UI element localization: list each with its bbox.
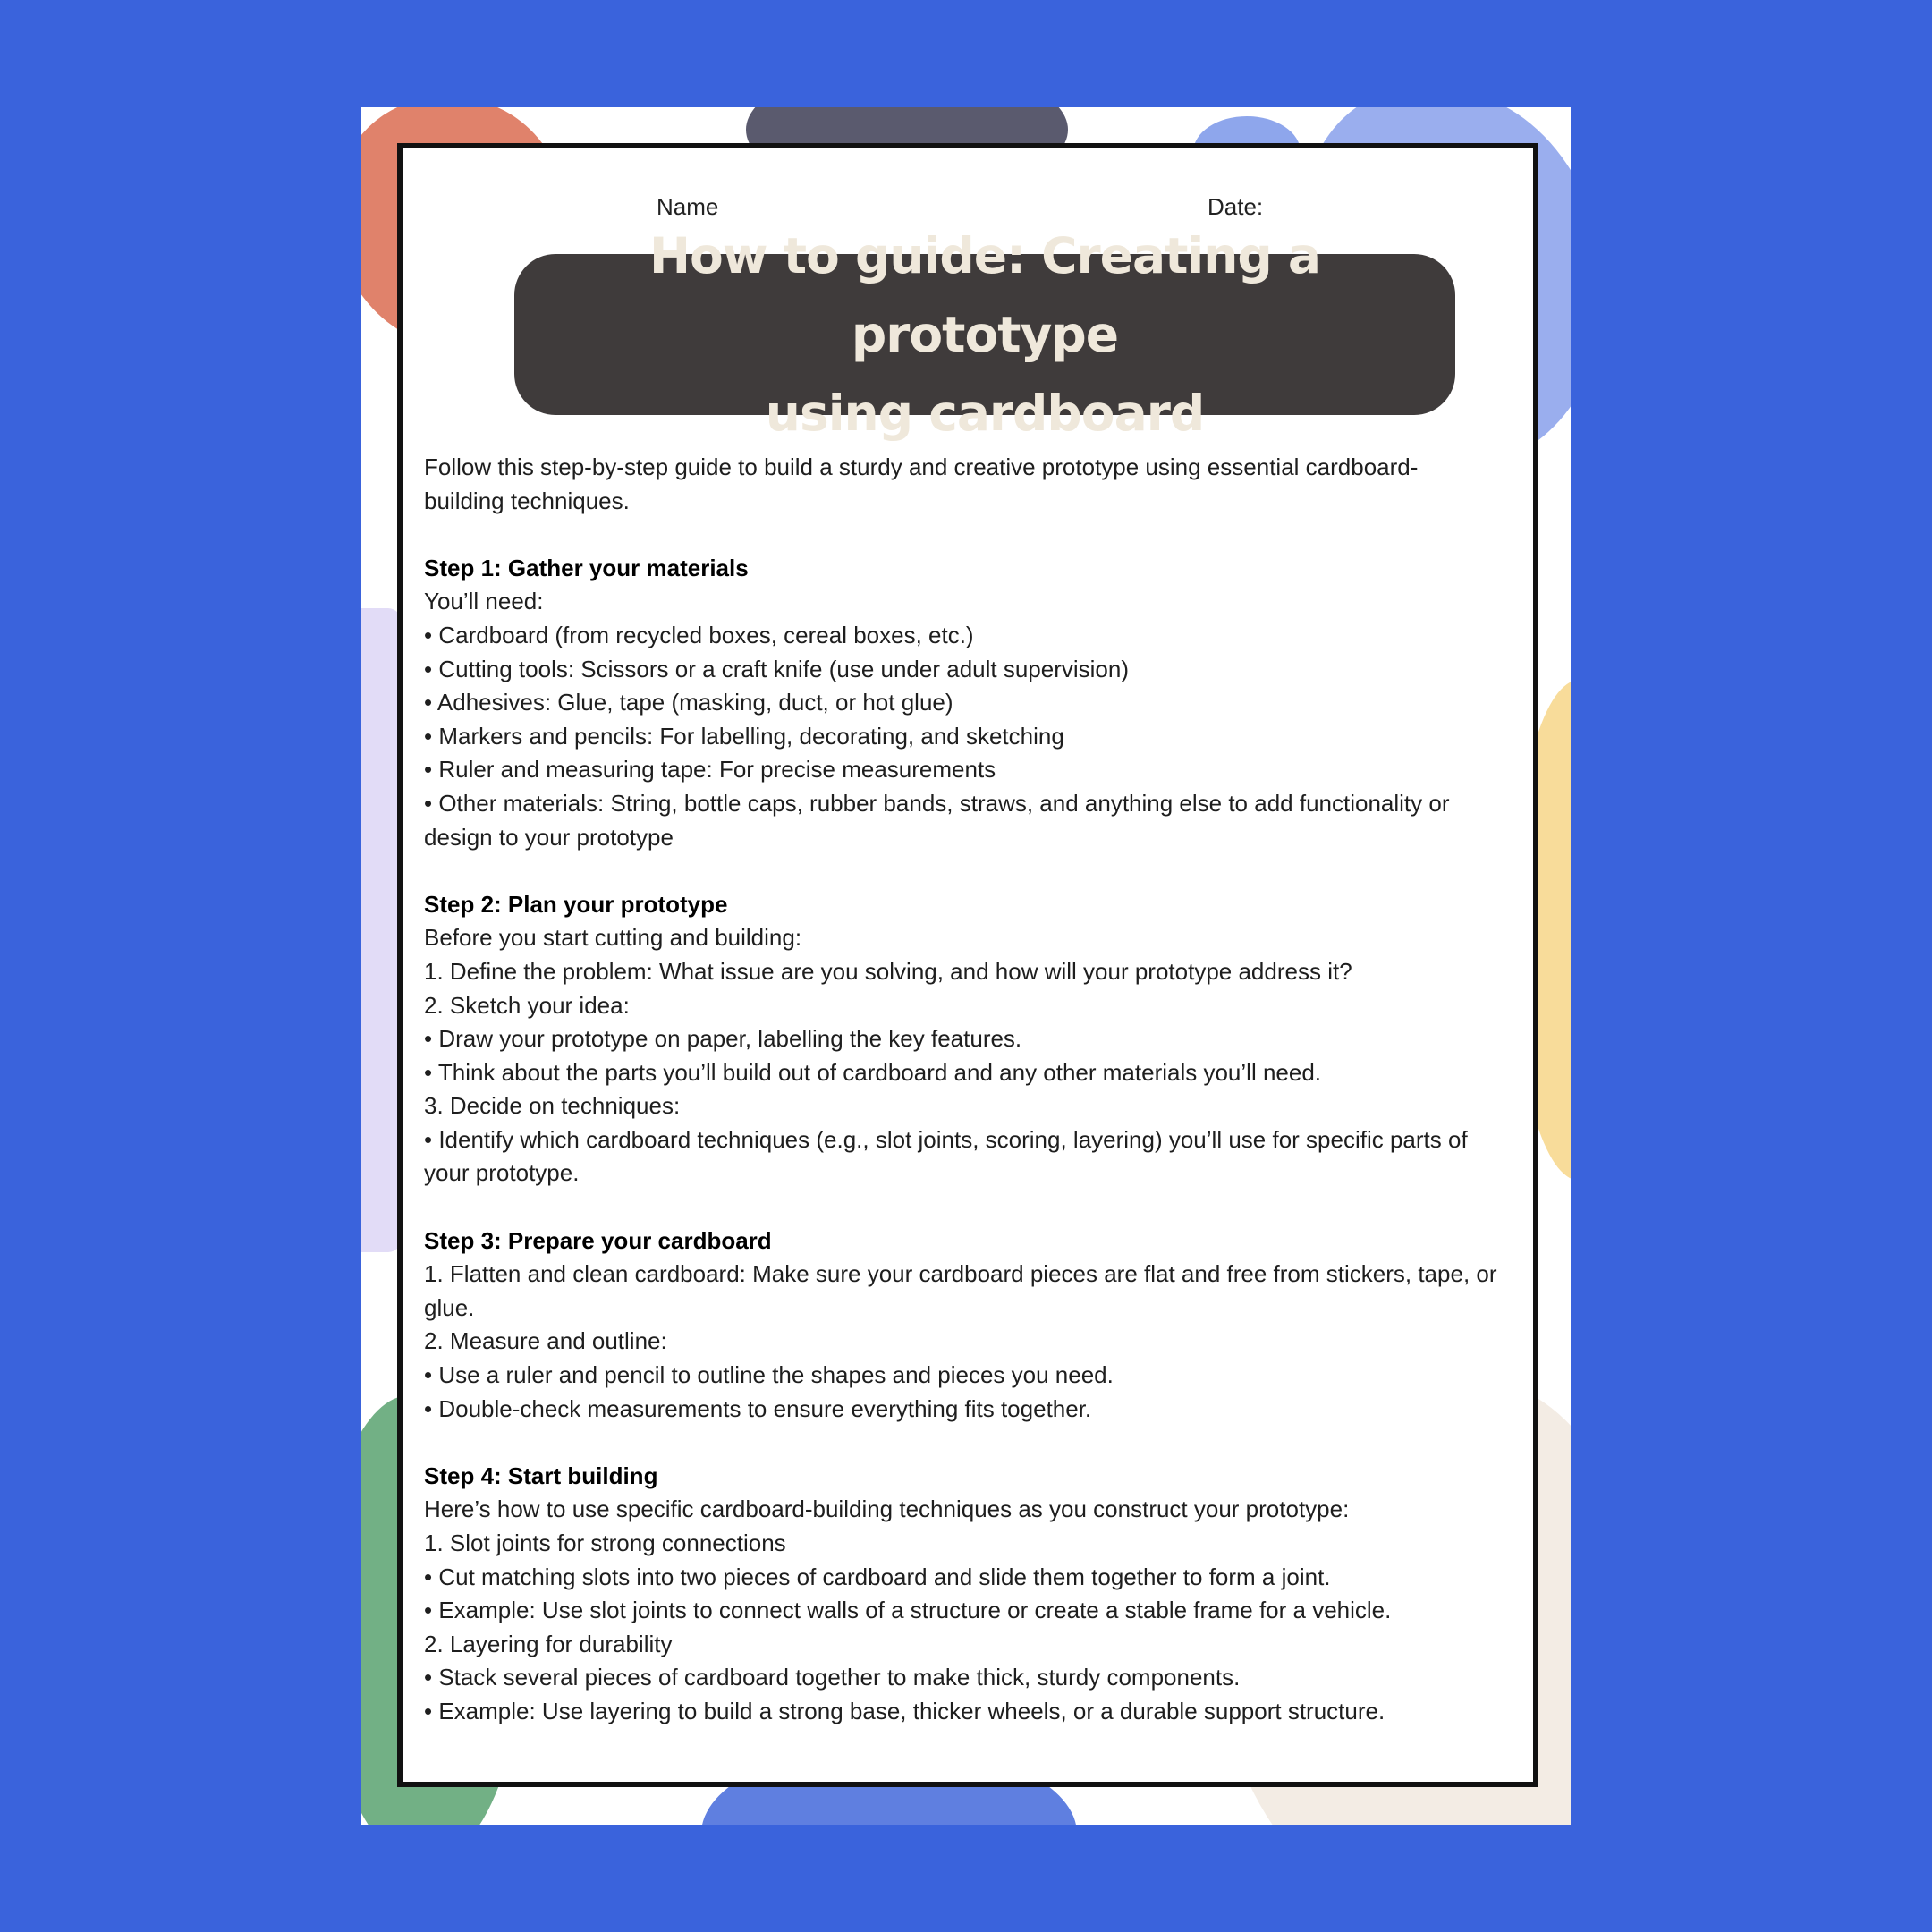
step3-line: 2. Measure and outline: <box>424 1327 667 1355</box>
title-line-1: How to guide: Creating a prototype <box>648 227 1321 363</box>
intro-line-2: building techniques. <box>424 487 630 514</box>
step4-line: 2. Layering for durability <box>424 1630 673 1657</box>
step4-line: • Example: Use slot joints to connect walls of a structure or create a stable frame for a vehicle. <box>424 1597 1392 1624</box>
step3-heading: Step 3: Prepare your cardboard <box>424 1226 772 1254</box>
step4-line: Here’s how to use specific cardboard-building techniques as you construct your prototype: <box>424 1496 1350 1523</box>
step2-line: 3. Decide on techniques: <box>424 1092 681 1120</box>
step4-heading: Step 4: Start building <box>424 1462 658 1489</box>
date-label: Date: <box>1208 193 1264 220</box>
step1-heading: Step 1: Gather your materials <box>424 554 749 581</box>
page-title <box>514 216 1455 453</box>
worksheet-page <box>361 107 1571 1825</box>
step2-line: your prototype. <box>424 1159 580 1187</box>
step1-line: design to your prototype <box>424 823 674 851</box>
step1-line: You’ll need: <box>424 588 544 615</box>
title-banner <box>514 227 1455 442</box>
intro-line-1: Follow this step-by-step guide to build a sturdy and creative prototype using essential cardboard- <box>424 453 1419 480</box>
title-line-2: using cardboard <box>765 385 1205 442</box>
step3-line: • Use a ruler and pencil to outline the shapes and pieces you need. <box>424 1361 1114 1389</box>
step2-line: • Identify which cardboard techniques (e.g., slot joints, scoring, layering) you’ll use for specific parts of <box>424 1125 1468 1153</box>
step4-line: 1. Slot joints for strong connections <box>424 1530 786 1556</box>
guide-body <box>424 451 1524 1729</box>
step2-line: Before you start cutting and building: <box>424 924 802 952</box>
step4-line: • Example: Use layering to build a strong base, thicker wheels, or a durable support structure. <box>424 1697 1385 1724</box>
step3-line: glue. <box>424 1293 475 1321</box>
step3-line: 1. Flatten and clean cardboard: Make sure your cardboard pieces are flat and free from stickers, tape, or <box>424 1260 1497 1288</box>
step2-line: 2. Sketch your idea: <box>424 991 630 1019</box>
content-frame <box>397 143 1538 1787</box>
step2-line: • Think about the parts you’ll build out of cardboard and any other materials you’ll need. <box>424 1058 1322 1086</box>
step1-line: • Adhesives: Glue, tape (masking, duct, or hot glue) <box>424 689 953 716</box>
step4-line: • Cut matching slots into two pieces of cardboard and slide them together to form a joint. <box>424 1563 1331 1590</box>
step1-line: • Markers and pencils: For labelling, decorating, and sketching <box>424 722 1064 750</box>
step1-line: • Ruler and measuring tape: For precise measurements <box>424 756 996 784</box>
step3-line: • Double-check measurements to ensure everything fits together. <box>424 1394 1092 1422</box>
step2-heading: Step 2: Plan your prototype <box>424 890 728 918</box>
step1-line: • Other materials: String, bottle caps, rubber bands, straws, and anything else to add functionality or <box>424 789 1450 817</box>
name-label: Name <box>657 193 719 220</box>
step2-line: • Draw your prototype on paper, labelling the key features. <box>424 1025 1022 1053</box>
step1-line: • Cutting tools: Scissors or a craft knife (use under adult supervision) <box>424 655 1130 682</box>
step1-line: • Cardboard (from recycled boxes, cereal boxes, etc.) <box>424 621 974 648</box>
step2-line: 1. Define the problem: What issue are you solving, and how will your prototype address it? <box>424 957 1352 985</box>
step4-line: • Stack several pieces of cardboard together to make thick, sturdy components. <box>424 1664 1241 1691</box>
